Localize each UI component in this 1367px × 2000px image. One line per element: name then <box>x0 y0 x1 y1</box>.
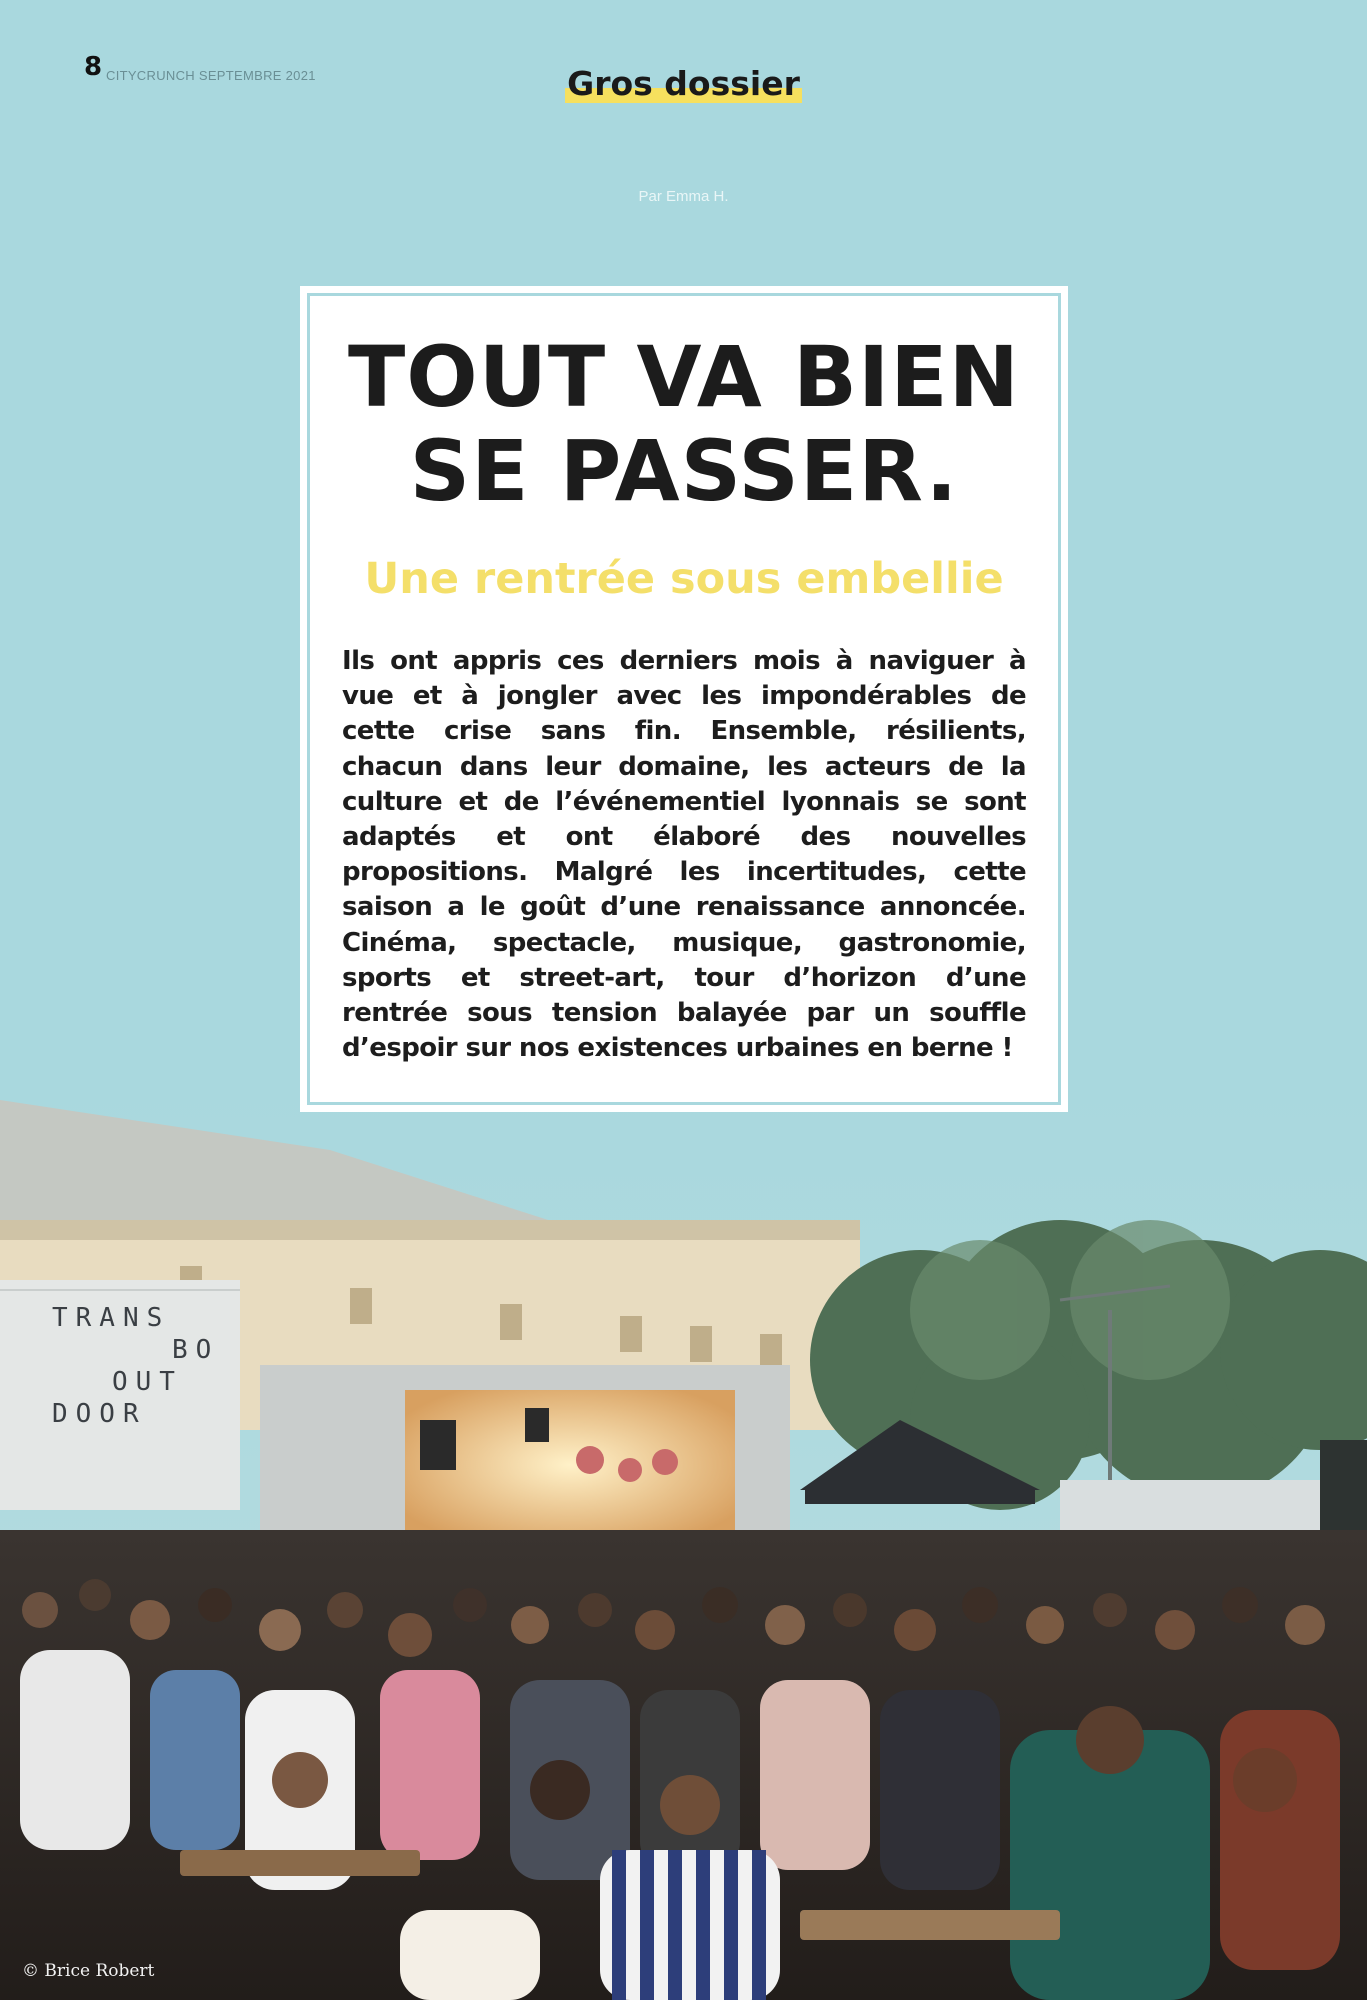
article-intro: Ils ont appris ces derniers mois à naviguer à vue et à jongler avec les impondérables de cette crise sans fin. Ensemble, résilients, chacun dans leur domaine, les acteurs de la culture et de l’événementiel lyonnais se sont adaptés et ont élaboré des nouvelles propositions. Malgré les incertitudes, cette saison a le goût d’une renaissance annoncée. Cinéma, spectacle, musique, gastronomie, sports et street-art, tour d’horizon d’une rentrée sous tension balayée par un souffle d’espoir sur nos existences urbaines en berne ! <box>342 646 1026 1064</box>
magazine-issue: CITYCRUNCH SEPTEMBRE 2021 <box>106 68 316 83</box>
venue-sign-line: DOOR <box>52 1399 147 1429</box>
venue-sign-line: TRANS <box>52 1303 171 1333</box>
venue-sign <box>52 1302 242 1430</box>
title-line-1: TOUT VA BIEN <box>348 328 1020 426</box>
venue-sign-line: BO <box>172 1335 220 1365</box>
article-subtitle: Une rentrée sous embellie <box>364 554 1004 604</box>
rubric-label: Gros dossier <box>567 64 800 103</box>
title-line-2: SE PASSER. <box>409 422 959 520</box>
festival-photo <box>0 1090 1367 2000</box>
rubric-header <box>0 64 1367 103</box>
venue-sign-line: OUT <box>112 1367 183 1397</box>
headline-card <box>300 286 1068 1112</box>
photo-credit: © Brice Robert <box>22 1961 155 1981</box>
page-number: 8 <box>84 52 103 82</box>
byline: Par Emma H. <box>638 188 729 205</box>
article-title <box>300 330 1068 518</box>
